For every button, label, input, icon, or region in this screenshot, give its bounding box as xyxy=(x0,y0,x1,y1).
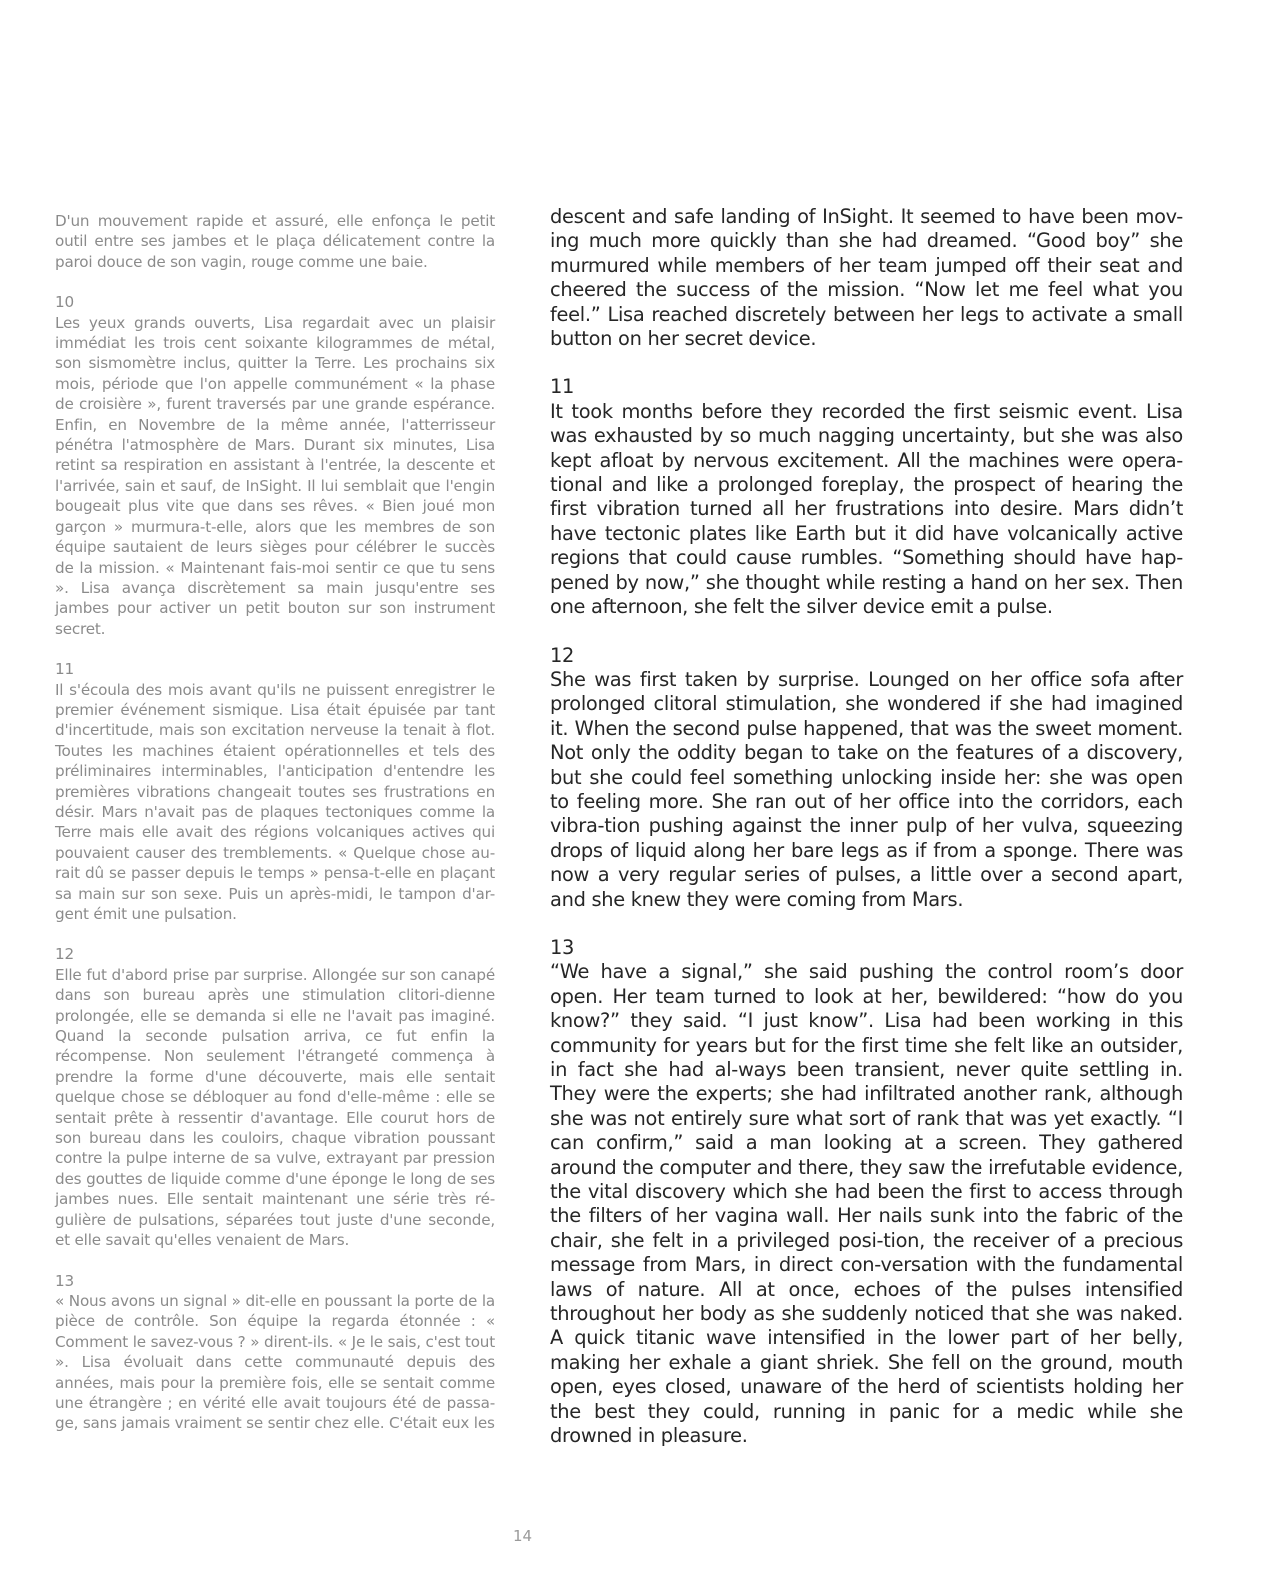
french-section-11 xyxy=(55,659,495,924)
page-number: 14 xyxy=(512,1527,533,1545)
english-column xyxy=(550,205,1183,1473)
section-number: 13 xyxy=(55,1271,74,1290)
english-section-12 xyxy=(550,644,1183,912)
french-section-13 xyxy=(55,1271,495,1434)
french-column xyxy=(55,211,495,1454)
french-section-12 xyxy=(55,944,495,1250)
section-text: She was first taken by surprise. Lounged on her office sofa after prolonged clitoral stimulation, she wondered if she had imagined it. When the second pulse happened, that was the sweet moment. Not only the oddity began to take on the features of a discovery, but she could feel something unlocking inside her: she was open to feeling more. She ran out of her office into the corridors, each vibra-tion pushing against the inner pulp of her vulva, squeezing drops of liquid along her bare legs as if from a sponge. There was now a very regular series of pulses, a little over a second apart, and she knew they were coming from Mars. xyxy=(550,667,1183,911)
english-section-13 xyxy=(550,936,1183,1449)
section-text: “We have a signal,” she said pushing the control room’s door open. Her team turned to look at her, bewildered: “how do you know?” they said. “I just know”. Lisa had been working in this community for years but for the first time she felt like an outsider, in fact she had al-ways been transient, never quite settling in. They were the experts; she had infiltrated another rank, although she was not entirely sure what sort of rank that was yet exactly. “I can confirm,” said a man looking at a screen. They gathered around the computer and there, they saw the irrefutable evidence, the vital discovery which she had been the first to access through the filters of her vagina wall. Her nails sunk into the fabric of the chair, she felt in a privileged posi-tion, the receiver of a precious message from Mars, in direct con-versation with the fundamental laws of nature. All at once, echoes of the pulses intensified throughout her body as she suddenly noticed that she was naked. A quick titanic wave intensified in the lower part of her belly, making her exhale a giant shriek. She fell on the ground, mouth open, eyes closed, unaware of the herd of scientists holding her the best they could, running in panic for a medic while she drowned in pleasure. xyxy=(550,960,1183,1448)
section-text: Elle fut d'abord prise par surprise. Allongée sur son canapé dans son bureau après une stimulation clitori-dienne prolongée, elle se demanda si elle ne l'avait pas imaginé. Quand la seconde pulsation arriva, ce fut enfin la récompense. Non seulement l'étrangeté commença à prendre la forme d'une découverte, mais elle sentait quelque chose se débloquer au fond d'elle-même : elle se sentait prête à ressentir d'avantage. Elle courut hors de son bureau dans les couloirs, chaque vibration poussant contre la pulpe interne de sa vulve, extrayant par pression des gouttes de liquide comme d'une éponge le long de ses jambes nues. Elle sentait maintenant une série très ré-gulière de pulsations, séparées tout juste d'une seconde, et elle savait qu'elles venaient de Mars. xyxy=(55,965,495,1250)
section-text: Les yeux grands ouverts, Lisa regardait avec un plaisir immédiat les trois cent soixante kilogrammes de métal, son sismomètre inclus, quitter la Terre. Les prochains six mois, période que l'on appelle communément « la phase de croisière », furent traversés par une grande espérance. Enfin, en Novembre de la même année, l'atterrisseur pénétra l'atmosphère de Mars. Durant six minutes, Lisa retint sa respiration en assistant à l'entrée, la descente et l'arrivée, sain et sauf, de InSight. Il lui semblait que l'engin bougeait plus vite que dans ses rêves. « Bien joué mon garçon » murmura-t-elle, alors que les membres de son équipe sautaient de leurs sièges pour célébrer le succès de la mission. « Maintenant fais-moi sentir ce que tu sens ». Lisa avança discrètement sa main jusqu'entre ses jambes pour activer un petit bouton sur son instrument secret. xyxy=(55,313,495,638)
section-number: 10 xyxy=(55,293,74,312)
english-section-11 xyxy=(550,375,1183,619)
section-number: 11 xyxy=(55,660,74,679)
section-text: « Nous avons un signal » dit-elle en poussant la porte de la pièce de contrôle. Son équipe la regarda étonnée : « Comment le savez-vous ? » dirent-ils. « Je le sais, c'est tout ». Lisa évoluait dans cette communauté depuis des années, mais pour la première fois, elle se sentait comme une étrangère ; en vérité elle avait toujours été de passa-ge, sans jamais vraiment se sentir chez elle. C'était eux les xyxy=(55,1291,495,1433)
section-number: 12 xyxy=(55,945,74,964)
section-number: 13 xyxy=(550,935,575,959)
section-text: It took months before they recorded the first seismic event. Lisa was exhausted by so much nagging uncertainty, but she was also kept afloat by nervous excitement. All the machines were opera-tional and like a prolonged foreplay, the prospect of hearing the first vibration turned all her frustrations into desire. Mars didn’t have tectonic plates like Earth but it did have volcanically active regions that could cause rumbles. “Something should have hap-pened by now,” she thought while resting a hand on her sex. Then one afternoon, she felt the silver device emit a pulse. xyxy=(550,399,1183,619)
section-text: Il s'écoula des mois avant qu'ils ne puissent enregistrer le premier événement sismique. Lisa était épuisée par tant d'incertitude, mais son excitation nerveuse la tenait à flot. Toutes les machines étaient opérationnelles et tels des préliminaires interminables, l'anticipation d'entendre les premières vibrations changeait toutes ses frustrations en désir. Mars n'avait pas de plaques tectoniques comme la Terre mais elle avait des régions volcaniques actives qui pouvaient causer des tremblements. « Quelque chose au-rait dû se passer depuis le temps » pensa-t-elle en plaçant sa main sur son sexe. Puis un après-midi, le tampon d'ar-gent émit une pulsation. xyxy=(55,680,495,923)
french-section-10 xyxy=(55,292,495,639)
english-intro-paragraph: descent and safe landing of InSight. It seemed to have been mov-ing much more quickly than she had dreamed. “Good boy” she murmured while members of her team jumped off their seat and cheered the success of the mission. “Now let me feel what you feel.” Lisa reached discretely between her legs to activate a small button on her secret device. xyxy=(550,205,1183,351)
french-intro-paragraph: D'un mouvement rapide et assuré, elle enfonça le petit outil entre ses jambes et le plaça délicatement contre la paroi douce de son vagin, rouge comme une baie. xyxy=(55,212,495,271)
section-number: 12 xyxy=(550,643,575,667)
section-number: 11 xyxy=(550,375,575,399)
